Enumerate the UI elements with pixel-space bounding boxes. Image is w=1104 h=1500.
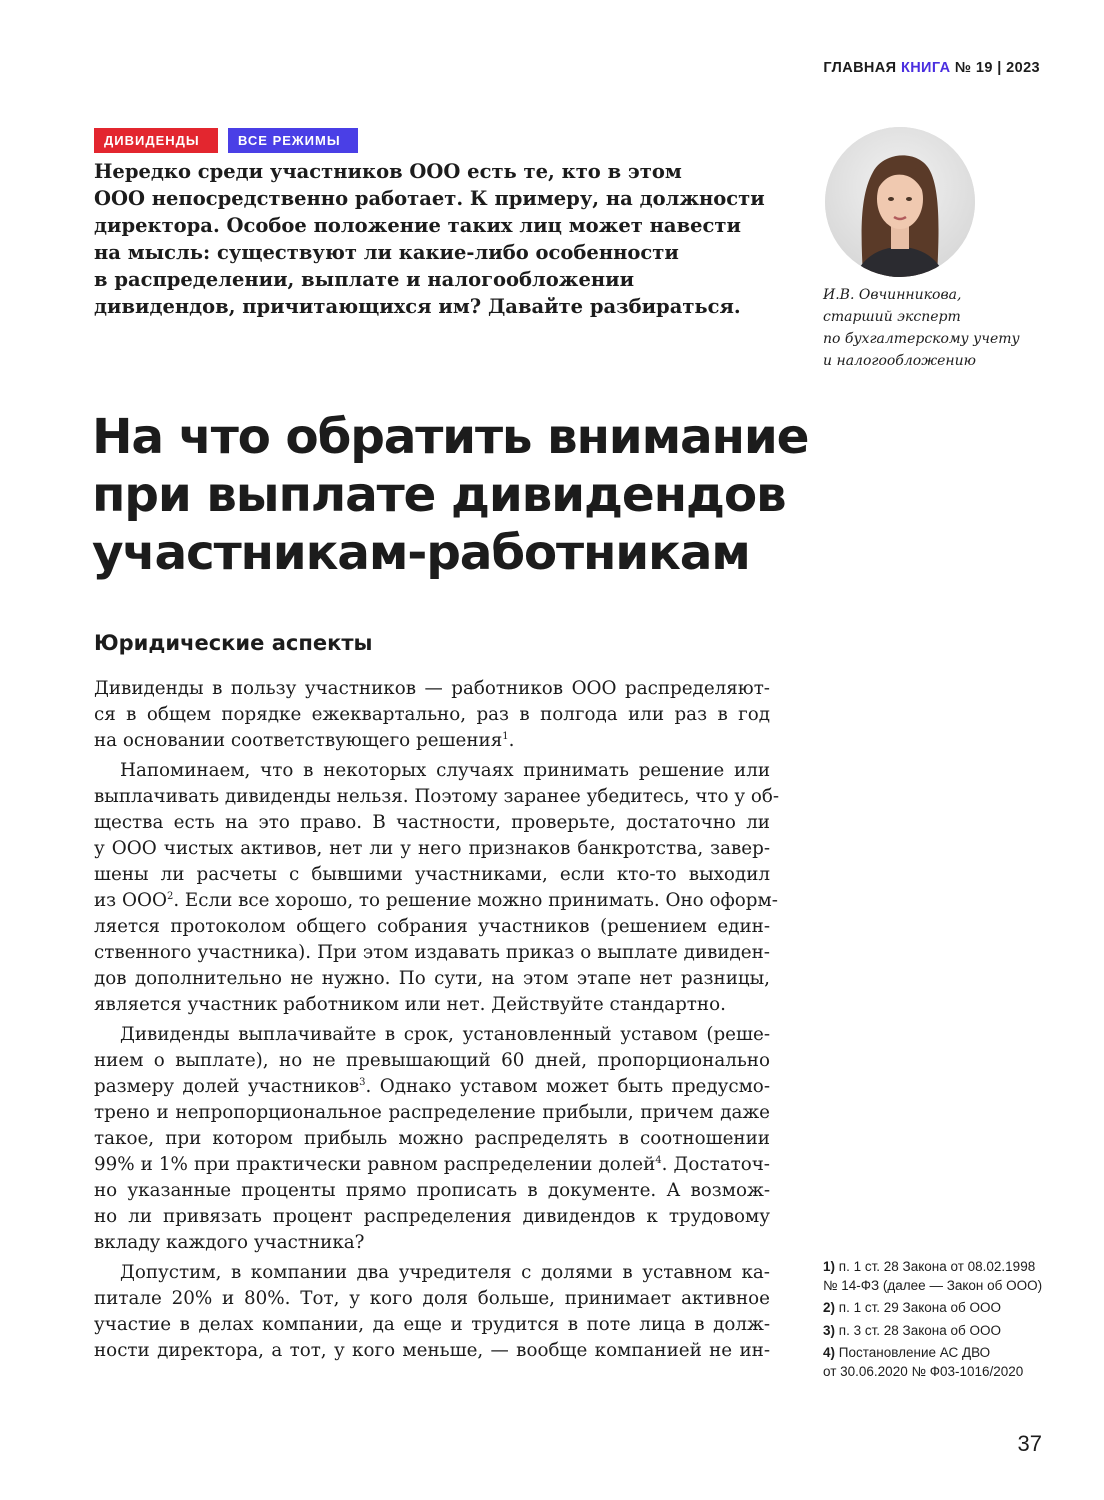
body-text: на основании соответствующего решения [94,730,503,751]
body-line [94,1074,770,1100]
footnote-text: № 14-ФЗ (далее — Закон об ООО) [823,1277,1043,1293]
lead-line: директора. Особое положение таких лиц может навести [94,214,741,237]
author-portrait-illustration [825,127,975,277]
lead-line: в распределении, выплате и налогообложении [94,268,635,291]
body-line: вкладу каждого участника? [94,1232,365,1253]
title-line: На что обратить внимание [92,409,809,465]
title-line: участникам-работникам [92,525,750,581]
footnote [823,1258,1042,1295]
body-line: Дивиденды в пользу участников — работников ООО распределяют- [94,678,770,699]
footnote-text: п. 1 ст. 28 Закона от 08.02.1998 [838,1259,1036,1274]
footnote-number: 2) [823,1300,836,1315]
magazine-name-part2: КНИГА [900,60,951,76]
body-line [94,888,778,914]
lead-paragraph [94,158,784,320]
body-line: является участник работником или нет. Действуйте стандартно. [94,994,726,1015]
title-line: при выплате дивидендов [92,467,786,523]
body-line: питале 20% и 80%. Тот, у кого доля больше, принимает активное [94,1288,770,1309]
footnotes [823,1258,1042,1385]
body-line: дов дополнительно не нужно. По сути, на этом этапе нет разницы, [94,968,770,989]
author-role-line: старший эксперт [823,309,961,325]
article-body [94,676,780,1364]
body-text: . Достаточ- [661,1154,770,1175]
body-text: . Если все хорошо, то решение можно принимать. Оно оформ- [173,890,778,911]
body-text: размеру долей участников [94,1076,360,1097]
footnote-ref[interactable]: 1 [502,731,509,742]
lead-line: Нередко среди участников ООО есть те, кто в этом [94,160,682,183]
body-line: нием о выплате), но не превышающий 60 дней, пропорционально [94,1050,770,1071]
footnote [823,1299,1042,1318]
footnote-ref[interactable]: 4 [655,1155,662,1166]
author-role-line: и налогообложению [823,353,976,369]
body-line: такое, при котором прибыль можно распределять в соотношении [94,1128,770,1149]
page-number: 37 [1017,1431,1042,1456]
footnote-text: от 30.06.2020 № Ф03-1016/2020 [823,1363,1024,1379]
body-line: на основании соответствующего решения$^1$. [94,730,515,751]
body-text: . Однако уставом может быть предусмо- [365,1076,770,1097]
footnote-number: 3) [823,1322,836,1338]
tag-all-regimes: ВСЕ РЕЖИМЫ [228,128,358,153]
body-line: ся в общем порядке ежеквартально, раз в полгода или раз в год [94,704,770,725]
section-heading: Юридические аспекты [94,631,373,655]
footnote-ref[interactable]: 3 [359,1077,366,1088]
body-line: щества есть на это право. В частности, проверьте, достаточно ли [94,812,770,833]
article-title [92,408,808,582]
body-line: ственного участника). При этом издавать приказ о выплате дивиден- [94,942,770,963]
body-line: Напоминаем, что в некоторых случаях принимать решение или [120,760,770,781]
footnote [823,1344,1042,1381]
body-line: Дивиденды выплачивайте в срок, установленный уставом (реше- [120,1024,770,1045]
footnote-number: 1) [823,1259,836,1274]
issue-number: № 19 | 2023 [954,60,1040,76]
footnote-text: п. 1 ст. 29 Закона об ООО [838,1300,1001,1315]
footnote-ref[interactable]: 2 [166,891,174,902]
magazine-name-part1: ГЛАВНАЯ [823,60,897,76]
body-text: 99% и 1% при практически равном распределении долей [94,1154,656,1175]
lead-line: дивидендов, причитающихся им? Давайте разбираться. [94,295,741,318]
footnote [823,1322,1042,1341]
body-line: трено и непропорциональное распределение прибыли, причем даже [94,1102,770,1123]
running-header [823,60,1040,76]
footnote-number: 4) [823,1345,836,1360]
author-role-line: по бухгалтерскому учету [823,331,1020,347]
footnote-text: п. 3 ст. 28 Закона об ООО [838,1322,1001,1338]
body-line: ляется протоколом общего собрания участников (решением един- [94,916,770,937]
body-line: ности директора, а тот, у кого меньше, — вообще компанией не ин- [94,1340,770,1361]
body-line: участие в делах компании, да еще и трудится в поте лица в долж- [94,1314,770,1335]
body-line: Допустим, в компании два учредителя с долями в уставном ка- [120,1262,770,1283]
body-line: шены ли расчеты с бывшими участниками, если кто-то выходил [94,864,770,885]
body-line: выплачивать дивиденды нельзя. Поэтому заранее убедитесь, что у об- [94,786,780,807]
author-caption [823,284,1020,372]
body-line: но ли привязать процент распределения дивидендов к трудовому [94,1206,770,1227]
body-line: но указанные проценты прямо прописать в документе. А возмож- [94,1180,770,1201]
rubric-tags [94,128,358,153]
body-line [94,1152,770,1178]
body-line: у ООО чистых активов, нет ли у него признаков банкротства, завер- [94,838,770,859]
lead-line: на мысль: существуют ли какие-либо особенности [94,241,679,264]
tag-dividends: ДИВИДЕНДЫ [94,128,218,153]
author-name: И.В. Овчинникова, [823,287,962,303]
footnote-text: Постановление АС ДВО [838,1345,991,1360]
body-text: из ООО [94,890,167,911]
author-photo [825,127,975,277]
lead-line: ООО непосредственно работает. К примеру, на должности [94,187,765,210]
